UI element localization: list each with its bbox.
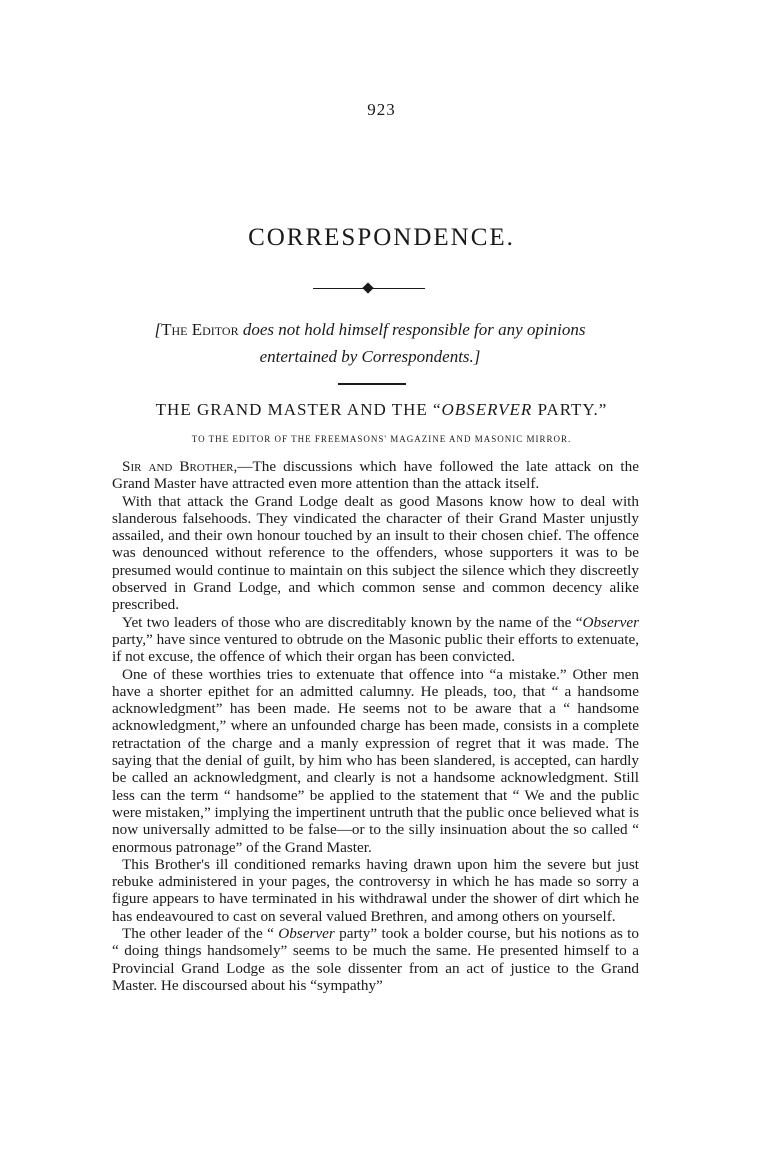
paragraph-3-b: party,” have since ventured to obtrude on the Masonic public their efforts to extenuate, if not excuse, the offence of which their organ has been convicted. xyxy=(112,630,639,666)
title-part-2: PARTY.” xyxy=(532,400,608,419)
paragraph-6 xyxy=(112,925,639,994)
letter-address: TO THE EDITOR OF THE FREEMASONS' MAGAZINE AND MASONIC MIRROR. xyxy=(191,434,572,444)
paragraph-1-text: —The discussions which have followed the late attack on the Grand Master have attracted even more attention than the attack itself. xyxy=(112,458,639,493)
editor-disclaimer xyxy=(120,316,620,370)
paragraph-6-italic: Observer xyxy=(278,925,335,943)
title-part-1: THE GRAND MASTER AND THE “ xyxy=(155,400,442,419)
editor-word: The Editor xyxy=(161,320,239,339)
bracket-close: ] xyxy=(473,347,481,366)
page-number: 923 xyxy=(367,100,396,119)
diamond-icon xyxy=(362,282,373,293)
paragraph-5: This Brother's ill conditioned remarks having drawn upon him the severe but just rebuke administered in your pages, the controversy in which he has made so sorry a figure appears to have terminated in his withdrawal under the shower of dirt which he has endeavoured to cast on several valued Brethren, and among others on yourself. xyxy=(112,855,639,925)
salutation: Sir and Brother, xyxy=(122,458,238,475)
paragraph-3-italic: Observer xyxy=(582,613,639,631)
paragraph-3 xyxy=(112,614,639,666)
bracket-open: [ xyxy=(154,320,162,339)
ornament-divider xyxy=(313,282,425,296)
paragraph-3-a: Yet two leaders of those who are discreditably known by the name of the “ xyxy=(122,613,583,631)
section-title: CORRESPONDENCE. xyxy=(248,224,515,251)
short-rule xyxy=(338,383,406,385)
paragraph-1 xyxy=(112,458,639,493)
article-title xyxy=(0,400,763,420)
title-italic: OBSERVER xyxy=(441,400,533,419)
paragraph-4: One of these worthies tries to extenuate that offence into “a mistake.” Other men have a shorter epithet for an admitted calumny. He pleads, too, that “ a handsome acknowledgment” has been made. He seems not to be aware that a “ handsome acknowledgment,” where an unfounded charge has been made, consists in a complete retractation of the charge and a manly expression of regret that it was made. The saying that the denial of guilt, by him who has been slandered, is accepted, can hardly be called an acknowledgment, and clearly is not a handsome acknowledgment. Still less can the term “ handsome” be applied to the statement that “ We and the public were mistaken,” implying the impertinent untruth that the public once believed what is now universally admitted to be false—or to the silly insinuation about the so called “ enormous patronage” of the Grand Master. xyxy=(112,665,639,856)
paragraph-6-a: The other leader of the “ xyxy=(122,925,279,943)
article-body xyxy=(112,458,639,994)
disclaimer-text: does not hold himself responsible for any opinions entertained by Correspondents. xyxy=(238,320,586,366)
paragraph-2: With that attack the Grand Lodge dealt as good Masons know how to deal with slanderous falsehoods. They vindicated the character of their Grand Master unjustly assailed, and their own honour touched by an insult to their chosen chief. The offence was denounced without reference to the offenders, whose supporters it was to be presumed would continue to maintain on this subject the silence which they discreetly observed in Grand Lodge, and which common sense and common decency alike prescribed. xyxy=(112,492,639,614)
paragraph-6-b: party” took a bolder course, but his notions as to “ doing things handsomely” seems to be much the same. He presented himself to a Provincial Grand Lodge as the sole dissenter from an act of justice to the Grand Master. He discoursed about his “sympathy” xyxy=(112,925,639,994)
